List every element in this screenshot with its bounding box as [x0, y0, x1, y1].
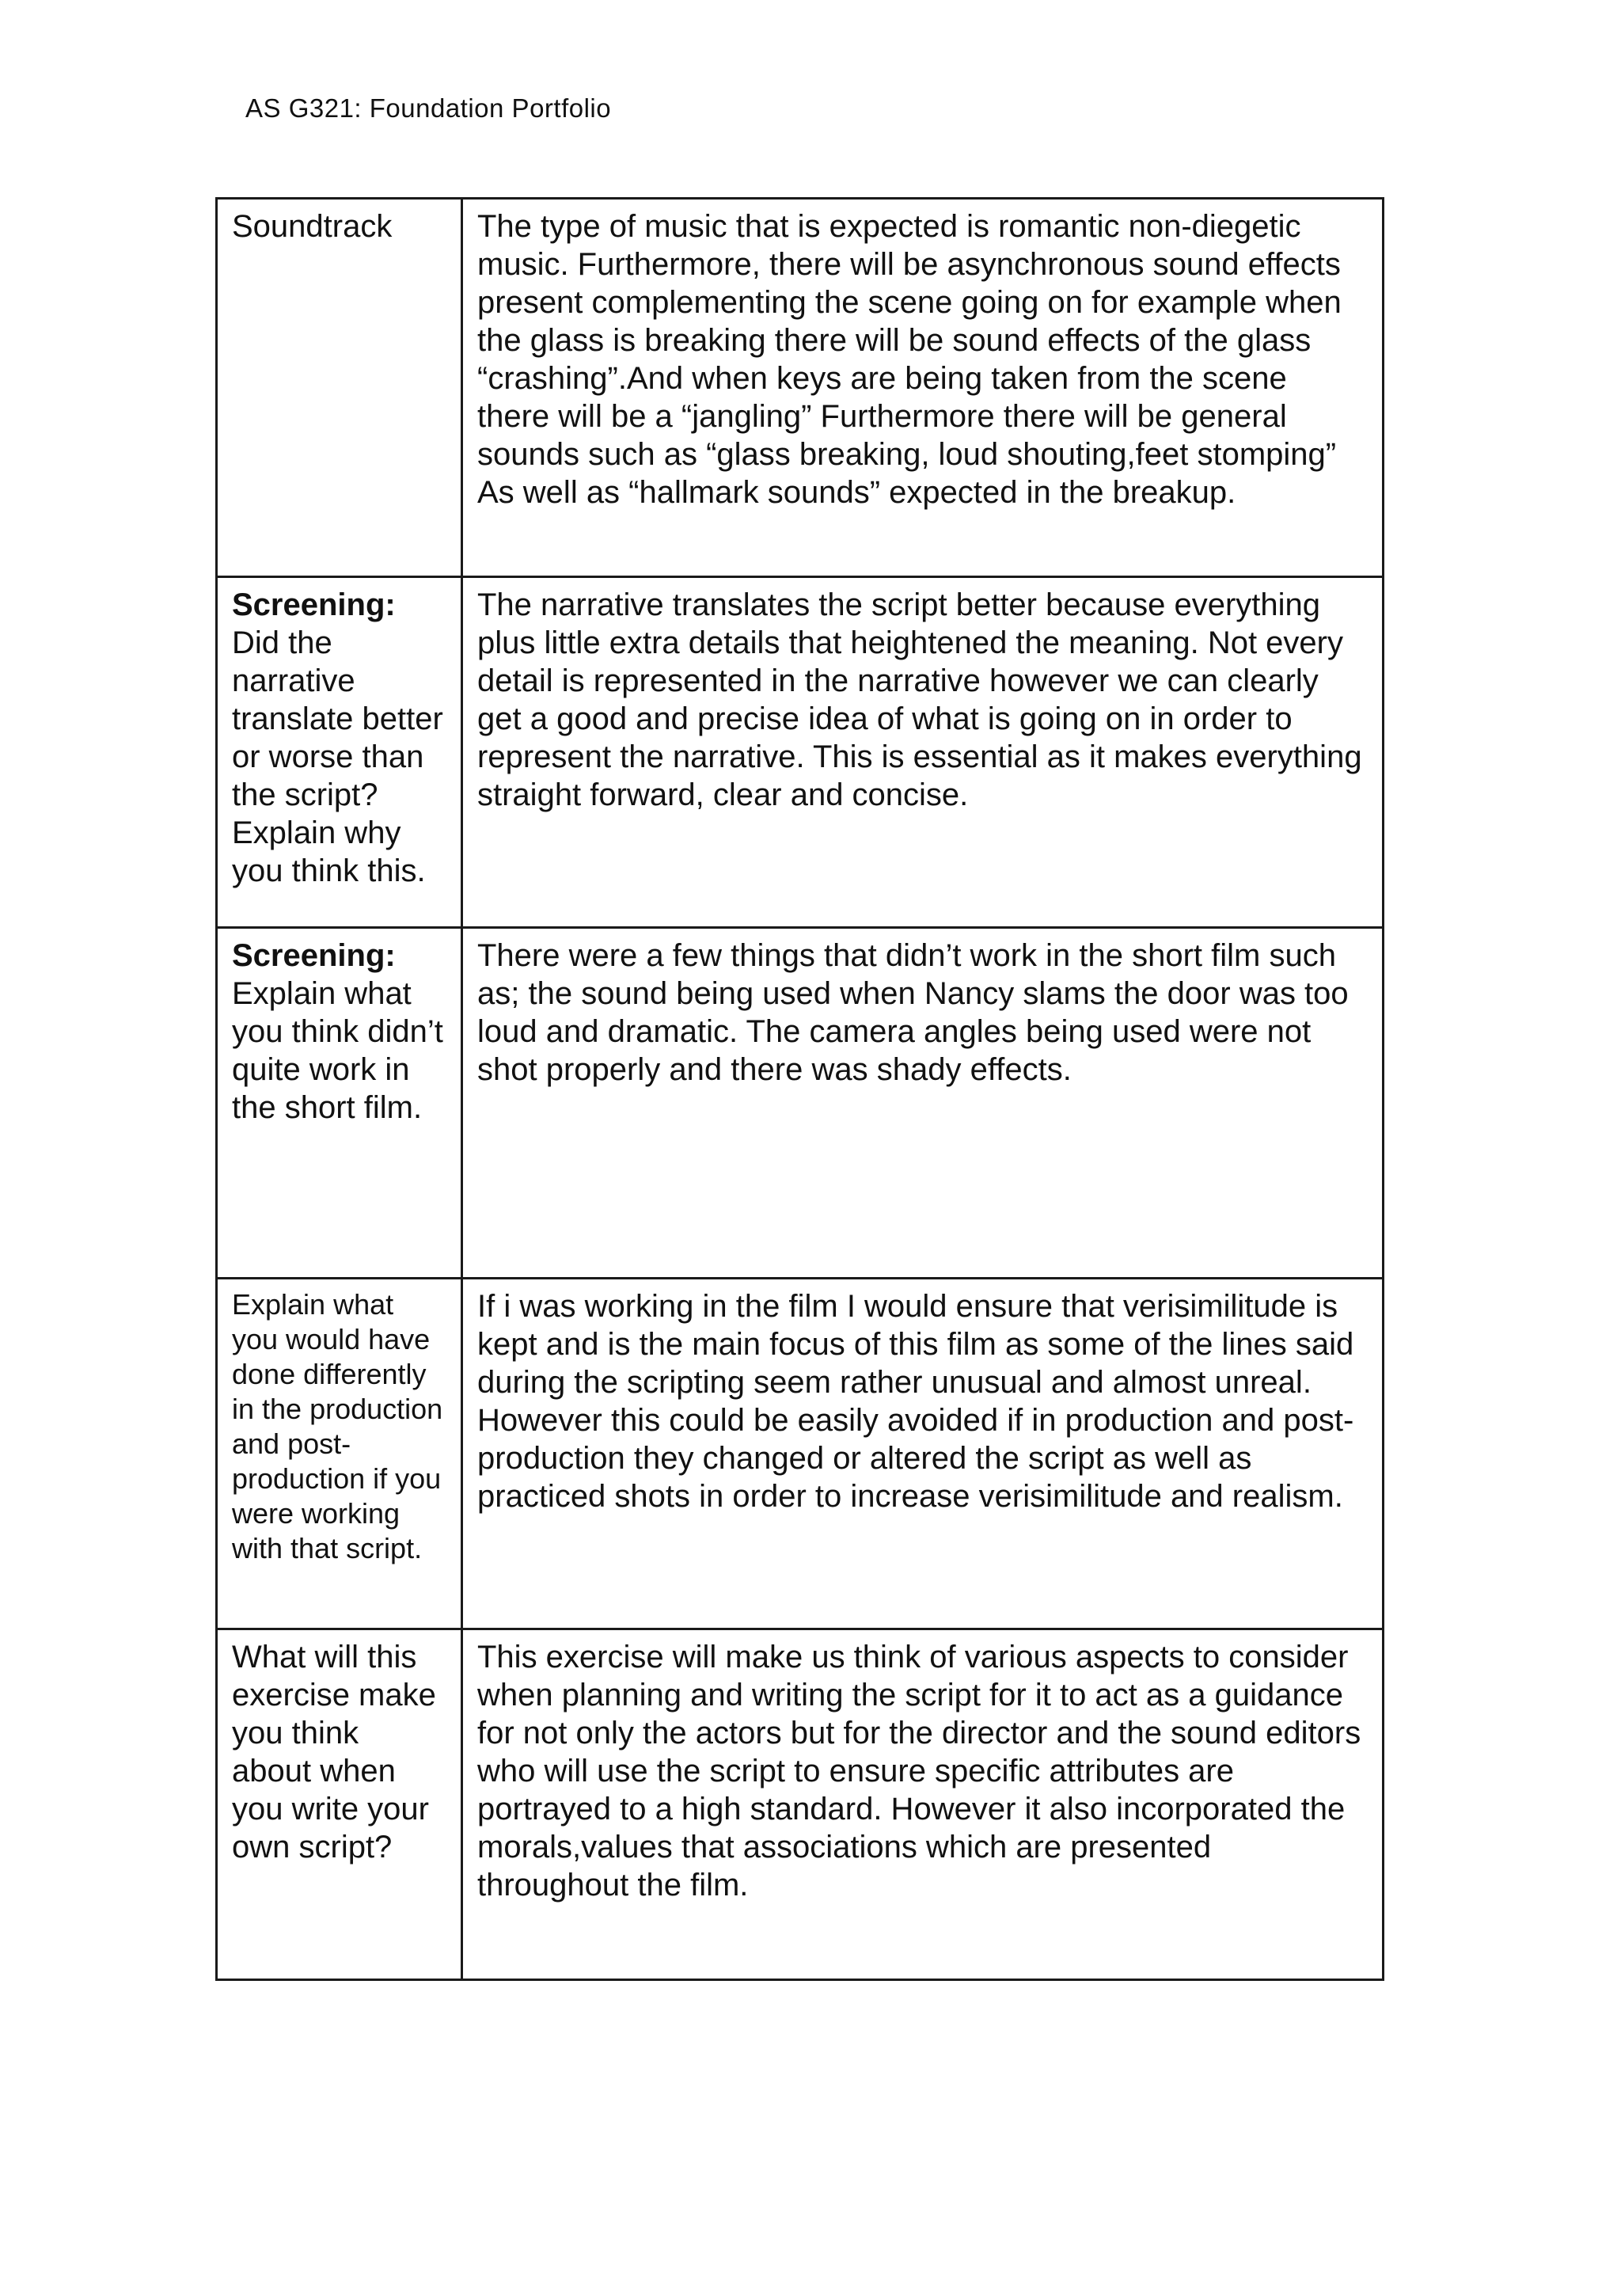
row-label	[218, 1630, 461, 1866]
row-answer: The type of music that is expected is romantic non-diegetic music. Furthermore, there will be asynchronous sound effects present complementing the scene going on for example when the glass is breaking there will be sound effects of the glass “crashing”.And when keys are being taken from the scene there will be a “jangling” Furthermore there will be general sounds such as “glass breaking, loud shouting,feet stomping” As well as “hallmark sounds” expected in the breakup.	[477, 209, 1342, 510]
row-answer: This exercise will make us think of various aspects to consider when planning and writing the script for it to act as a guidance for not only the actors but for the director and the sound editors who will use the script to ensure specific attributes are portrayed to a high standard. However it also incorporated the morals,values that associations which are presented throughout the film.	[477, 1640, 1361, 1903]
table-row-soundtrack	[217, 199, 1384, 577]
row-label	[218, 578, 461, 890]
row-label-cell	[217, 199, 462, 577]
table-row-own-script	[217, 1629, 1384, 1980]
row-answer: There were a few things that didn’t work in the short film such as; the sound being used when Nancy slams the door was too loud and dramatic. The camera angles being used were not shot properly and there was shady effects.	[477, 938, 1349, 1087]
row-label-heading: Screening:	[232, 938, 396, 973]
table-row-done-differently	[217, 1279, 1384, 1629]
row-label-cell	[217, 928, 462, 1279]
row-answer-cell	[462, 1279, 1384, 1629]
row-label-cell	[217, 1629, 462, 1980]
row-label	[218, 929, 461, 1127]
row-answer-cell	[462, 199, 1384, 577]
row-label-text: Explain what you think didn’t quite work in the short film.	[232, 976, 443, 1125]
row-label	[218, 200, 461, 245]
row-answer: The narrative translates the script better because everything plus little extra details that heightened the meaning. Not every detail is represented in the narrative however we can clearly get a good and precise idea of what is going on in order to represent the narrative. This is essential as it makes everything straight forward, clear and concise.	[477, 587, 1362, 812]
page-header: AS G321: Foundation Portfolio	[245, 93, 612, 123]
evaluation-table	[215, 197, 1384, 1981]
row-label-cell	[217, 1279, 462, 1629]
row-label-text: Soundtrack	[232, 209, 393, 244]
table-row-narrative-translation	[217, 577, 1384, 928]
row-label-heading: Screening:	[232, 587, 396, 622]
row-label-cell	[217, 577, 462, 928]
row-answer: If i was working in the film I would ensure that verisimilitude is kept and is the main focus of this film as some of the lines said during the scripting seem rather unusual and almost unreal. However this could be easily avoided if in production and post-production they changed or altered the script as well as practiced shots in order to increase verisimilitude and realism.	[477, 1289, 1354, 1514]
row-label-text: What will this exercise make you think about when you write your own script?	[232, 1640, 436, 1865]
row-label	[218, 1279, 461, 1566]
row-answer-cell	[462, 1629, 1384, 1980]
row-label-text: Explain what you would have done differently in the production and post-production if you were working with that script.	[232, 1288, 443, 1564]
table-row-what-didnt-work	[217, 928, 1384, 1279]
row-label-text: Did the narrative translate better or worse than the script? Explain why you think this.	[232, 625, 443, 888]
row-answer-cell	[462, 928, 1384, 1279]
row-answer-cell	[462, 577, 1384, 928]
